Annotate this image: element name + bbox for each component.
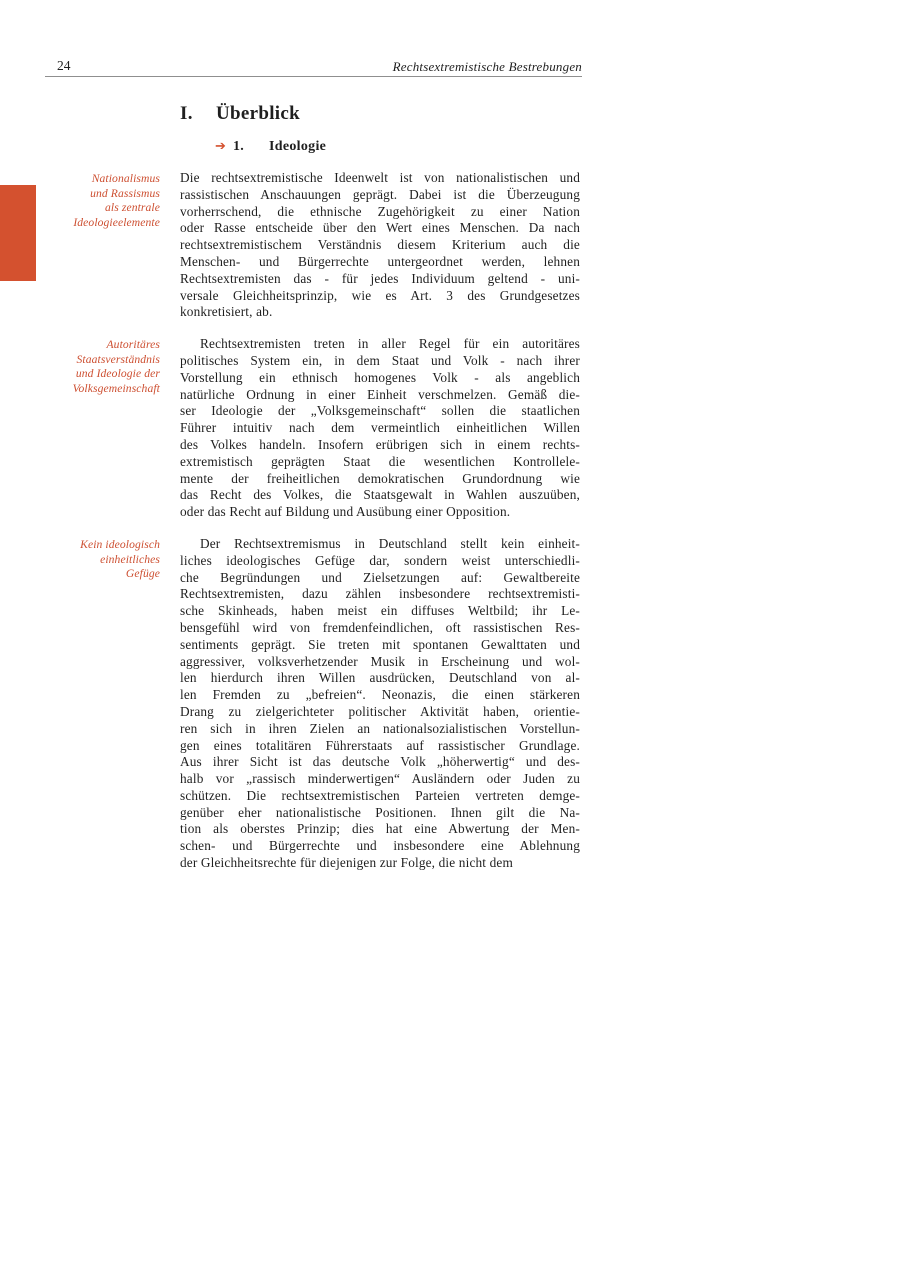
section-numeral: I. [180, 103, 193, 124]
text-line: Drang zu zielgerichteter politischer Aktivität haben, orientie- [180, 703, 580, 719]
text-line: Rechtsextremisten, dazu zählen insbesondere rechtsextremisti- [180, 586, 580, 602]
text-line: mente der freiheitlichen demokratischen Grundordnung wie [180, 470, 580, 486]
chapter-edge-tab [0, 185, 36, 281]
subsection-title: Ideologie [269, 139, 327, 154]
text-line: ren sich in ihren Zielen an nationalsozialistischen Vorstellun- [180, 720, 580, 736]
text-line: sche Skinheads, haben meist ein diffuses Weltbild; ihr Le- [180, 603, 580, 619]
text-line: Aus ihrer Sicht ist das deutsche Volk „höherwertig“ und des- [180, 754, 580, 770]
text-line: che Begründungen und Zielsetzungen auf: Gewaltbereite [180, 569, 580, 585]
text-line: aggressiver, volksverhetzender Musik in Erscheinung und wol- [180, 653, 580, 669]
text-line: Der Rechtsextremismus in Deutschland stellt kein einheit- [200, 535, 580, 551]
margin-note: Nationalismus und Rassismus als zentrale Ideologieelemente [73, 172, 160, 229]
text-line: Die rechtsextremistische Ideenwelt ist von nationalistischen und [180, 170, 580, 185]
content-sections [45, 170, 582, 887]
paragraph [180, 336, 580, 521]
text-line: versale Gleichheitsprinzip, wie es Art. 3 des Grundgesetzes [180, 287, 580, 303]
text-line: politisches System ein, in dem Staat und Volk - nach ihrer [180, 352, 580, 368]
text-line: Vorstellung ein ethnisch homogenes Volk - als angeblich [180, 369, 580, 385]
subsection-number: 1. [233, 139, 245, 154]
text-line: natürliche Ordnung in einer Einheit verschmelzen. Gemäß die- [180, 386, 580, 402]
header-rule [45, 76, 582, 77]
text-line: bensgefühl wird von fremdenfeindlichen, oft rassistischen Res- [180, 619, 580, 635]
text-line: oder Rasse entscheide über den Wert eines Menschen. Da nach [180, 220, 580, 236]
text-line: konkretisiert, ab. [180, 304, 273, 320]
text-line: Menschen- und Bürgerrechte untergeordnet werden, lehnen [180, 253, 580, 269]
text-line: das Recht des Volkes, die Staatsgewalt in Wahlen auszuüben, [180, 487, 580, 503]
text-line: des Volkes handeln. Insofern erübrigen sich in einem rechts- [180, 436, 580, 452]
text-line: oder das Recht auf Bildung und Ausübung einer Opposition. [180, 504, 511, 520]
text-line: Rechtsextremisten das - für jedes Individuum geltend - uni- [180, 270, 580, 286]
text-line: der Gleichheitsrechte für diejenigen zur Folge, die nicht dem [180, 855, 513, 871]
paragraph [180, 536, 580, 872]
text-line: halb vor „rassisch minderwertigen“ Ausländern oder Juden zu [180, 771, 580, 787]
text-line: rassistischen Anschauungen geprägt. Dabei ist die Überzeugung [180, 186, 580, 202]
text-section [45, 336, 582, 521]
paragraph [180, 170, 580, 321]
text-line: Führer intuitiv nach dem vermeintlich einheitlichen Willen [180, 420, 580, 436]
subsection-heading [215, 138, 326, 155]
text-section [45, 536, 582, 872]
running-header-title: Rechtsextremistische Bestrebungen [392, 59, 582, 74]
text-line: len hierdurch ihren Willen ausdrücken, Deutschland von al- [180, 670, 580, 686]
text-line: sentiments geprägt. Sie treten mit spontanen Gewalttaten und [180, 636, 580, 652]
text-line: Rechtsextremisten treten in aller Regel für ein autoritäres [200, 336, 580, 352]
section-heading [180, 103, 300, 125]
margin-note: Autoritäres Staatsverständnis und Ideologie der Volksgemeinschaft [72, 338, 160, 395]
text-line: schen- und Bürgerrechte und insbesondere eine Ablehnung [180, 838, 580, 854]
text-line: ser Ideologie der „Volksgemeinschaft“ sollen die staatlichen [180, 403, 580, 419]
text-section [45, 170, 582, 321]
text-line: rechtsextremistischem Verständnis diesem Kriterium auch die [180, 237, 580, 253]
text-line: extremistisch geprägten Staat die wesentlichen Kontrollele- [180, 453, 580, 469]
margin-note: Kein ideologisch einheitliches Gefüge [80, 537, 160, 581]
text-line: tion als oberstes Prinzip; dies hat eine Abwertung der Men- [180, 821, 580, 837]
text-line: genüber eher nationalistische Positionen. Ihnen gilt die Na- [180, 804, 580, 820]
section-title: Überblick [216, 103, 300, 124]
text-line: gen eines totalitären Führerstaats auf rassistischer Grundlage. [180, 737, 580, 753]
arrow-icon: ➔ [215, 138, 227, 153]
text-line: schützen. Die rechtsextremistischen Parteien vertreten demge- [180, 787, 580, 803]
text-line: liches ideologisches Gefüge dar, sondern weist unterschiedli- [180, 552, 580, 568]
text-line: vorherrschend, die ethnische Zugehörigkeit zu einer Nation [180, 203, 580, 219]
text-line: len Fremden zu „befreien“. Neonazis, die einen stärkeren [180, 687, 580, 703]
page-number: 24 [57, 58, 71, 73]
